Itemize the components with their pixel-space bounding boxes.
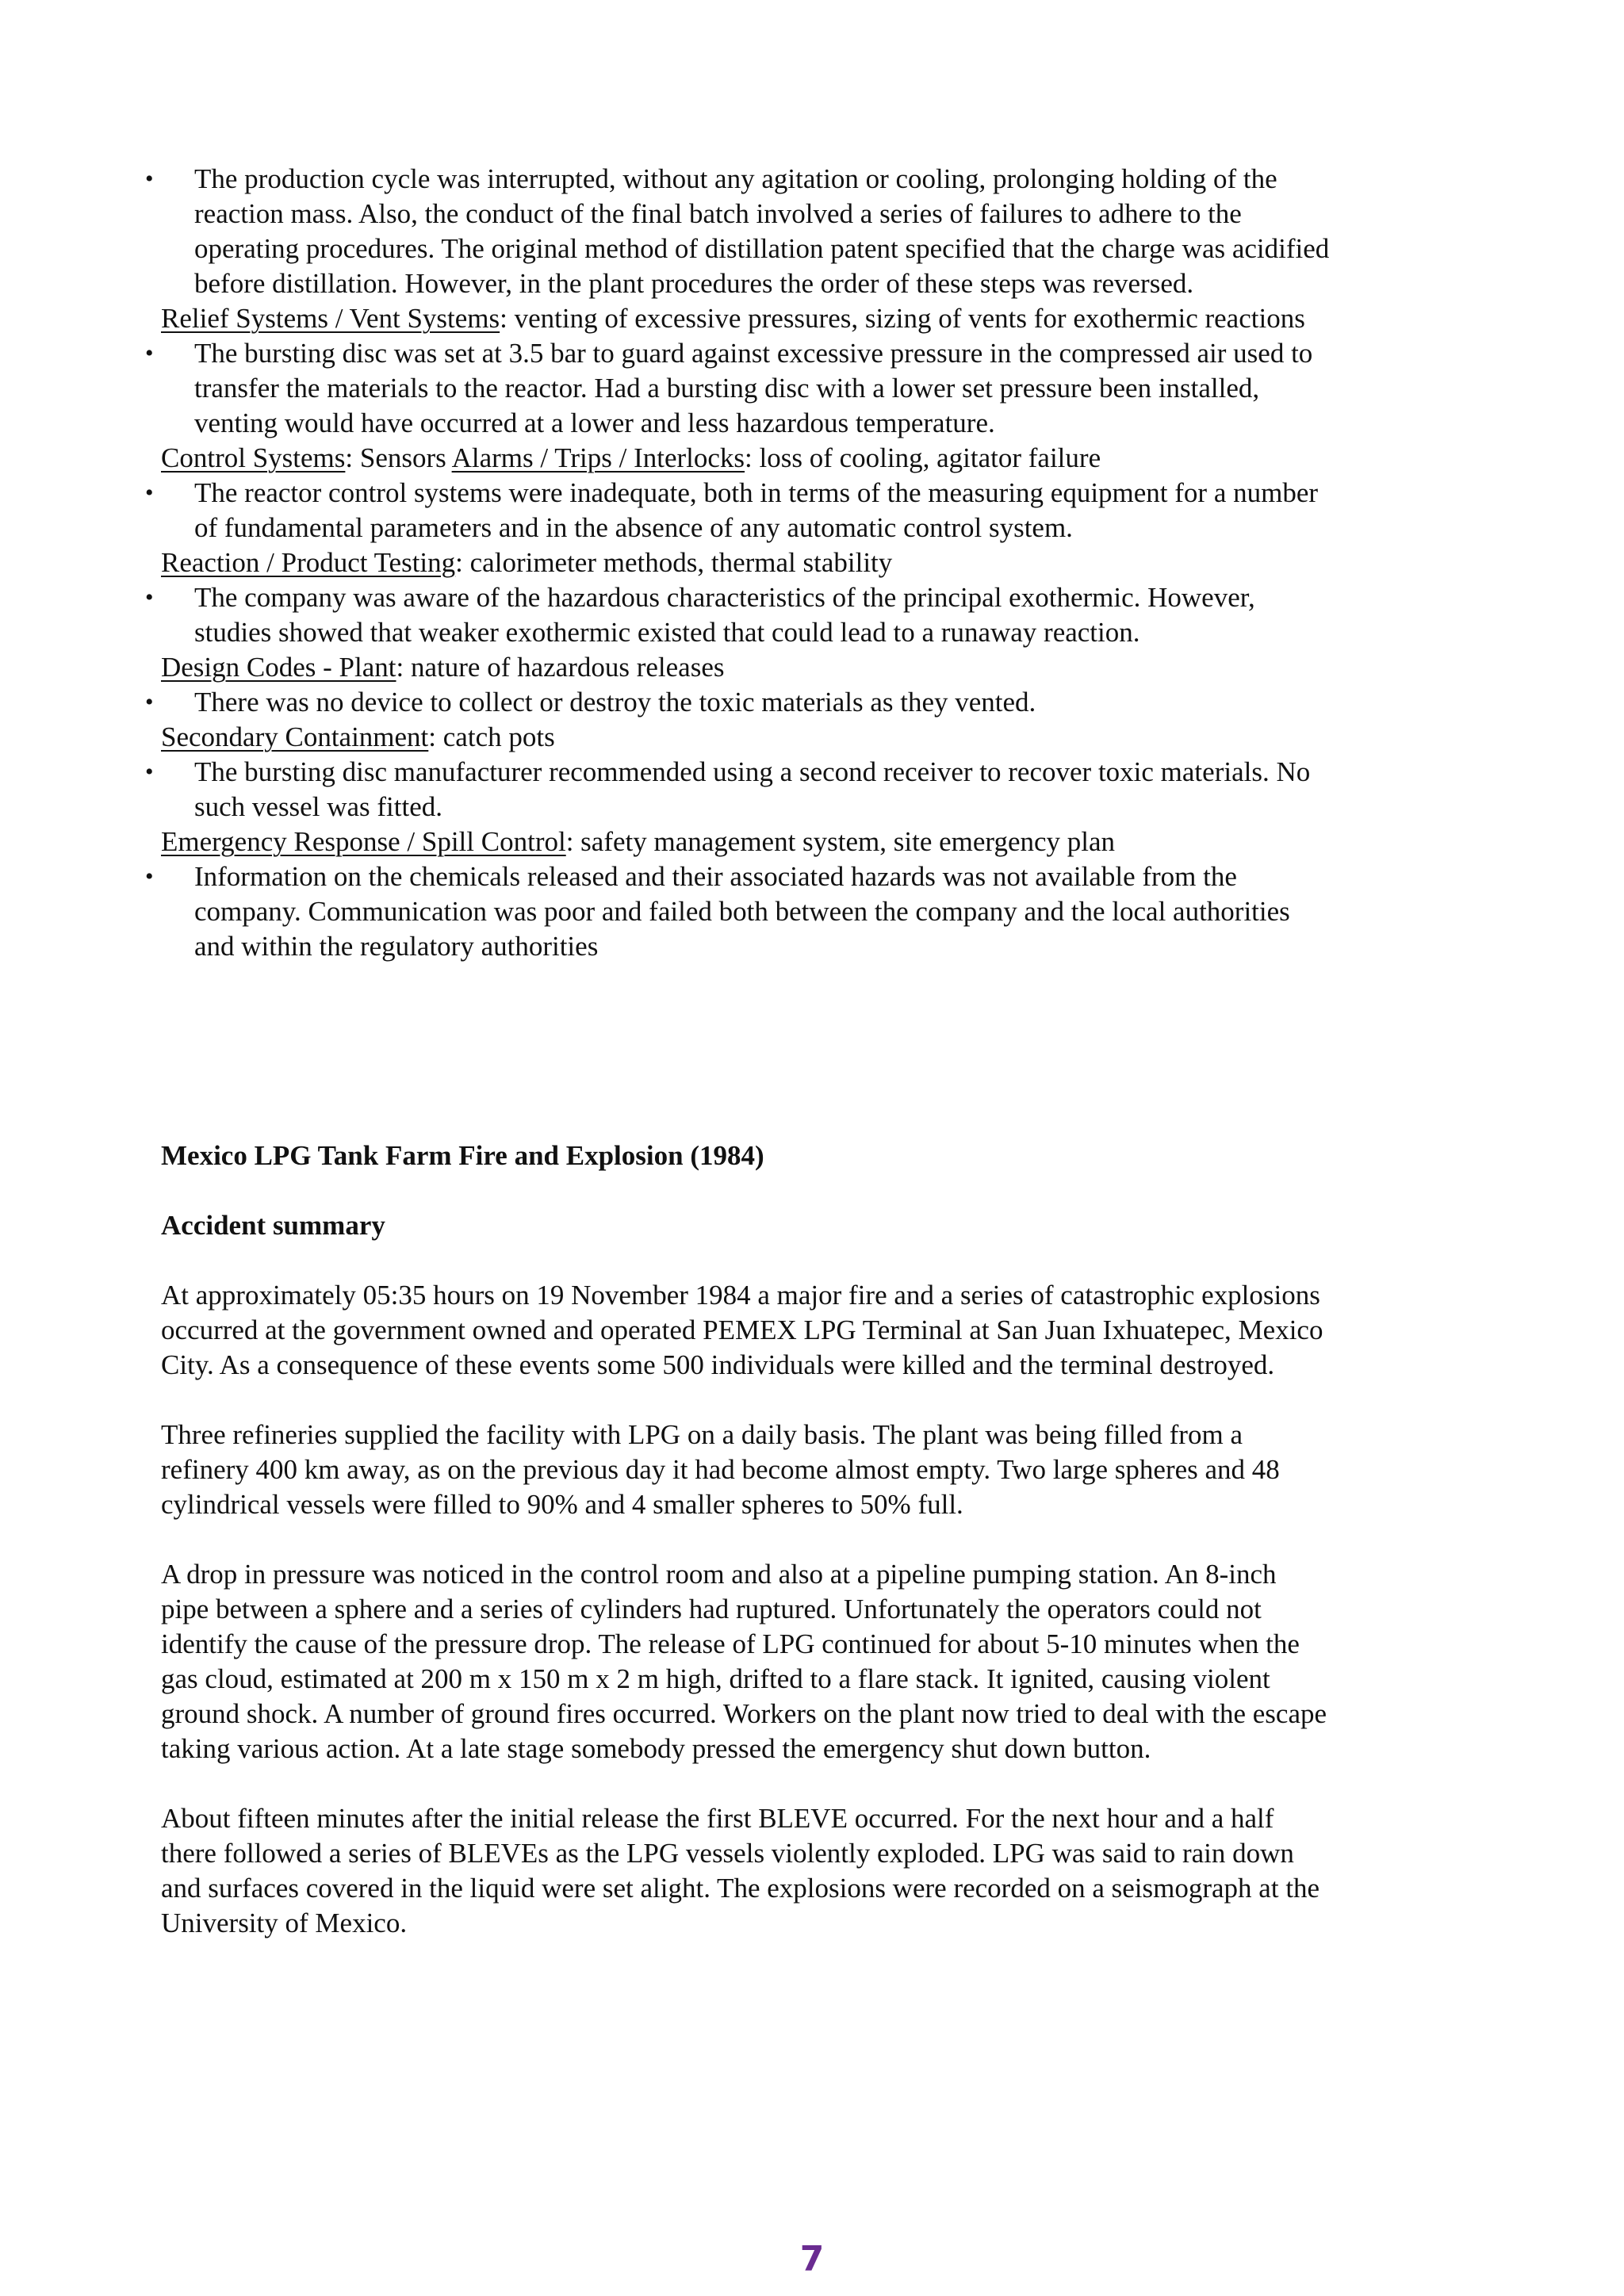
heading-category-label: Relief Systems / Vent Systems xyxy=(161,303,500,334)
paragraph-line: City. As a consequence of these events some 500 individuals were killed and the terminal destroyed. xyxy=(161,1349,1275,1380)
bullet-text-line: company. Communication was poor and failed both between the company and the local authorities xyxy=(194,896,1290,927)
heading-category-label: Design Codes - Plant xyxy=(161,652,396,683)
paragraph-line: there followed a series of BLEVEs as the LPG vessels violently exploded. LPG was said to rain down xyxy=(161,1838,1294,1869)
paragraph-line: ground shock. A number of ground fires occurred. Workers on the plant now tried to deal with the escape xyxy=(161,1698,1327,1729)
bullet-text-line: and within the regulatory authorities xyxy=(194,931,599,962)
paragraph-line: occurred at the government owned and operated PEMEX LPG Terminal at San Juan Ixhuatepec, Mexico xyxy=(161,1314,1323,1345)
bullet-text-line: before distillation. However, in the plant procedures the order of these steps was reversed. xyxy=(194,268,1194,299)
bullet-marker: • xyxy=(145,584,154,610)
paragraph-line: A drop in pressure was noticed in the control room and also at a pipeline pumping station. An 8-inch xyxy=(161,1559,1277,1590)
heading-category-label: Reaction / Product Testing xyxy=(161,547,456,578)
heading-category-label: Secondary Containment xyxy=(161,721,429,752)
bullet-marker: • xyxy=(145,759,154,785)
bullet-text-line: of fundamental parameters and in the absence of any automatic control system. xyxy=(194,512,1073,543)
section-heading xyxy=(161,301,1305,336)
bullet-text-line: reaction mass. Also, the conduct of the final batch involved a series of failures to adhere to the xyxy=(194,198,1242,229)
section-heading xyxy=(161,650,724,685)
section-title: Mexico LPG Tank Farm Fire and Explosion (1984) xyxy=(161,1140,764,1171)
section-heading xyxy=(161,545,892,580)
paragraph-line: taking various action. At a late stage somebody pressed the emergency shut down button. xyxy=(161,1733,1151,1764)
heading-description: : calorimeter methods, thermal stability xyxy=(455,547,893,578)
bullet-text-line: such vessel was fitted. xyxy=(194,791,442,822)
bullet-text-line: operating procedures. The original method of distillation patent specified that the charge was acidified xyxy=(194,233,1330,264)
paragraph-line: pipe between a sphere and a series of cylinders had ruptured. Unfortunately the operators could not xyxy=(161,1594,1262,1624)
heading-category-label: Emergency Response / Spill Control xyxy=(161,826,566,857)
bullet-text-line: The bursting disc manufacturer recommended using a second receiver to recover toxic materials. No xyxy=(194,756,1311,787)
bullet-marker: • xyxy=(145,340,154,366)
bullet-marker: • xyxy=(145,480,154,506)
bullet-text-line: The reactor control systems were inadequate, both in terms of the measuring equipment for a number xyxy=(194,477,1319,508)
heading-description: : safety management system, site emergency plan xyxy=(565,826,1116,857)
bullet-text-line: The production cycle was interrupted, without any agitation or cooling, prolonging holding of the xyxy=(194,163,1277,194)
section-title: Accident summary xyxy=(161,1210,385,1241)
bullet-text-line: There was no device to collect or destroy the toxic materials as they vented. xyxy=(194,687,1036,718)
bullet-text-line: The bursting disc was set at 3.5 bar to guard against excessive pressure in the compressed air used to xyxy=(194,338,1313,369)
bullet-marker: • xyxy=(145,166,154,192)
bullet-marker: • xyxy=(145,689,154,715)
page-number: 7 xyxy=(799,2239,825,2279)
paragraph-line: University of Mexico. xyxy=(161,1908,408,1938)
bullet-text-line: studies showed that weaker exothermic existed that could lead to a runaway reaction. xyxy=(194,617,1140,648)
paragraph-line: and surfaces covered in the liquid were set alight. The explosions were recorded on a seismograph at the xyxy=(161,1873,1320,1904)
bullet-text-line: venting would have occurred at a lower and less hazardous temperature. xyxy=(194,408,995,438)
heading-description: : catch pots xyxy=(428,721,555,752)
paragraph-line: At approximately 05:35 hours on 19 November 1984 a major fire and a series of catastrophic explosions xyxy=(161,1280,1320,1311)
paragraph-line: refinery 400 km away, as on the previous day it had become almost empty. Two large spheres and 48 xyxy=(161,1454,1280,1485)
paragraph-line: About fifteen minutes after the initial release the first BLEVE occurred. For the next hour and a half xyxy=(161,1803,1274,1834)
paragraph-line: gas cloud, estimated at 200 m x 150 m x 2 m high, drifted to a flare stack. It ignited, causing violent xyxy=(161,1663,1270,1694)
heading-description: : venting of excessive pressures, sizing of vents for exothermic reactions xyxy=(500,303,1305,334)
bullet-marker: • xyxy=(145,863,154,890)
section-heading xyxy=(161,720,555,755)
paragraph-line: cylindrical vessels were filled to 90% and 4 smaller spheres to 50% full. xyxy=(161,1489,963,1520)
heading-description: : loss of cooling, agitator failure xyxy=(745,442,1101,473)
heading-category-label: Alarms / Trips / Interlocks xyxy=(451,442,745,473)
bullet-text-line: The company was aware of the hazardous characteristics of the principal exothermic. However, xyxy=(194,582,1255,613)
bullet-text-line: transfer the materials to the reactor. Had a bursting disc with a lower set pressure been installed, xyxy=(194,373,1260,404)
paragraph-line: Three refineries supplied the facility with LPG on a daily basis. The plant was being filled from a xyxy=(161,1419,1243,1450)
heading-category-label: Control Systems xyxy=(161,442,346,473)
paragraph-line: identify the cause of the pressure drop. The release of LPG continued for about 5-10 minutes when the xyxy=(161,1628,1300,1659)
heading-description: : Sensors xyxy=(345,442,452,473)
heading-description: : nature of hazardous releases xyxy=(396,652,725,683)
section-heading xyxy=(161,825,1115,859)
bullet-text-line: Information on the chemicals released and their associated hazards was not available from the xyxy=(194,861,1237,892)
section-heading xyxy=(161,441,1101,476)
